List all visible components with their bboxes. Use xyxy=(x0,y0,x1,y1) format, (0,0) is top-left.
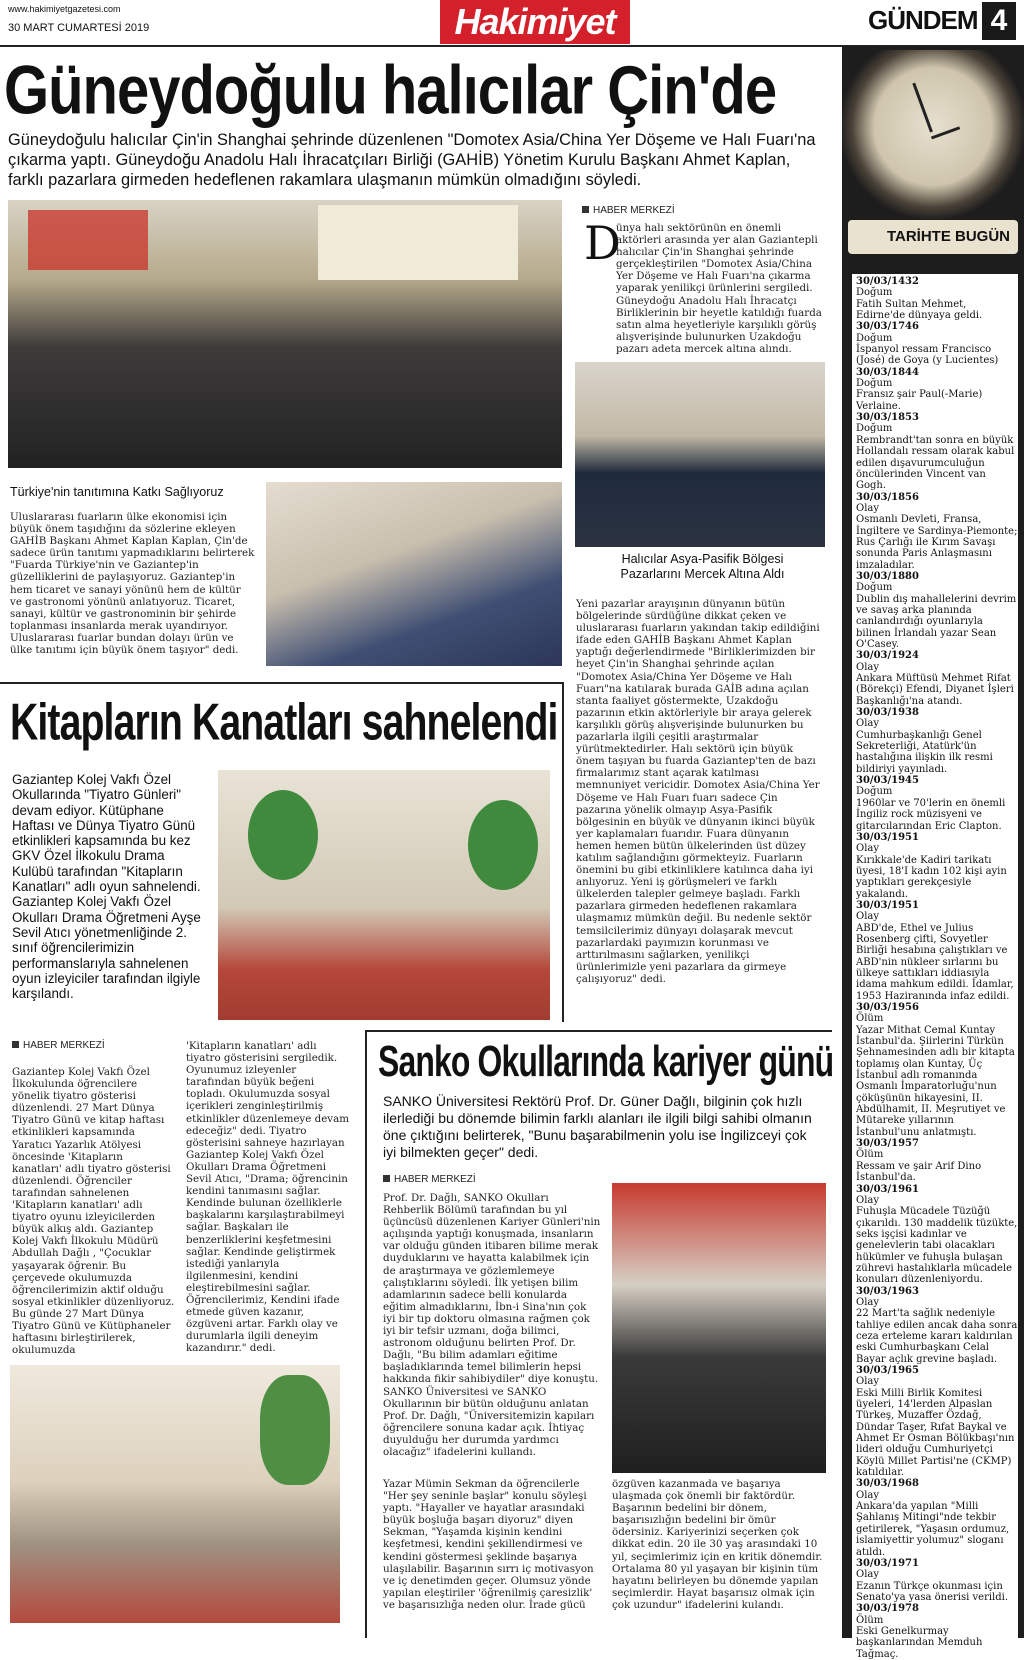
history-entry-type: Ölüm xyxy=(856,1013,884,1025)
history-entry-date: 30/03/1957 xyxy=(856,1138,919,1150)
history-entry xyxy=(856,1365,1018,1478)
logo-text: Hakimiyet xyxy=(454,1,616,42)
photo-carpet-rolls xyxy=(266,482,562,666)
sidebar-title-badge xyxy=(848,220,1018,254)
history-entry xyxy=(856,1286,1018,1365)
history-entry-type: Olay xyxy=(856,1569,880,1581)
history-entry xyxy=(856,650,1018,707)
article2-headline: Kitapların Kanatları sahnelendi xyxy=(10,693,558,752)
history-entry-type: Doğum xyxy=(856,378,893,390)
history-entry-date: 30/03/1968 xyxy=(856,1478,919,1490)
history-entry-date: 30/03/1951 xyxy=(856,899,919,911)
history-entry-type: Ölüm xyxy=(856,1614,884,1626)
history-entry-date: 30/03/1963 xyxy=(856,1285,919,1297)
history-entry-type: Olay xyxy=(856,1489,880,1501)
article2-col2: 'Kitapların kanatları' adlı tiyatro gösterisini sergiledik. Oyunumuz izleyenler tarafından büyük beğeni topladı. Okulumuzda sosyal içerikleri zenginleştirilmiş etkinlikler düzenlemeye devam edeceğiz" dedi. Tiyatro gösterisini sahneye hazırlayan Gaziantep Kolej Vakfı Özel Okulları Drama Öğretmeni Sevil Atıcı, "Drama; öğrencinin kendini tanımasını sağlar. Kendinde bulunan özelliklerle başkalarını karşılaştırabilmeyi sağlar. Başkaları ile benzerliklerini keşfetmesini sağlar. Kendinde geliştirmek istediği yanlarıyla ilgilenmesini, kendini eleştirebilmesini sağlar. Öğrencilerimiz, Kendini ifade etmede güven kazanır, özgüveni artar. Farklı olay ve durumlarla ilgili deneyim kazandırır." dedi. xyxy=(186,1040,350,1355)
photo-delegation xyxy=(8,200,562,468)
article3-col1b: Yazar Mümin Sekman da öğrencilerle "Her şey seninle başlar" konulu söyleşi yaptı. "Hayaller ve hayatlar arasındaki büyük boşluğa başarı diyoruz" diyen Sekman, "Yaşamda kişinin kendini keşfetmesi, kendini şekillendirmesi ve kendini göstermesi şeklinde başarıya ulaşılabilir. Başarının sırrı iç motivasyon ve iç denetimden geçer. Olumsuz yönde yapılan eleştiriler 'öğrenilmiş çaresizlik' ve başarısızlığa neden olur. İrade gücü xyxy=(383,1478,594,1611)
history-entry-text: Eski Milli Birlik Komitesi üyeleri, 14'lerden Alpaslan Türkeş, Muzaffer Özdağ, Dündar Taşer, Rıfat Baykal ve Ahmet Er Osman Bölükbaşı'nın lideri olduğu Cumhuriyetçi Köylü Millet Partisi'ne (CKMP) katıldılar. xyxy=(856,1387,1015,1479)
article1-intro: ünya halı sektörünün en önemli aktörleri arasında yer alan Gaziantepli halıcılar Çin'in Shanghai şehrinde gerçekleştirilen "Domotex Asia/China Yer Döşeme ve Halı Fuarı'na çıkarma yaparak yenilikçi ürünlerini sergiledi. Güneydoğu Anadolu Halı İhracatçı Birliklerinin bir heyetle katıldığı fuarda satın alma heyetleriyle karşılıklı görüş alışverişinde bulunurken Uzakdoğu pazarı adeta mercek altına alındı. xyxy=(616,222,822,355)
article1-byline xyxy=(582,205,675,216)
article3-col1: Prof. Dr. Dağlı, SANKO Okulları Rehberlik Bölümü tarafından bu yıl üçüncüsü düzenlenen Kariyer Günleri'nin açılışında yaptığı konuşmada, insanların var olduğu günden itibaren bilime merak duyduklarını ve hayatta kalabilmek için de araştırmaya ve gözlemlemeye çalıştıklarını söyledi. İlk yetişen bilim adamlarının sadece belli konularda eğitim almadıklarını, İbn-i Sina'nın çok iyi bir tıp doktoru olmasına rağmen çok iyi bir tefsir uzmanı, doğa bilimci, astronom olduğunu belirten Prof. Dr. Dağlı, "Bu bilim adamları eğitime başladıklarında temel bilimlerin hepsi hakkında fikir sahibiydiler" diye konuştu. SANKO Üniversitesi ve SANKO Okullarının bir bütün olduğunu anlatan Prof. Dr. Dağlı, "Üniversitemizin kapıları öğrencilere sonuna kadar açık. İhtiyaç duyulduğu her durumda yardımcı olacağız" ifadelerini kullandı. xyxy=(383,1192,601,1458)
article1-body1 xyxy=(10,511,255,656)
history-entry xyxy=(856,571,1018,650)
history-entry-text: Ezanın Türkçe okunması için Senato'ya yasa önerisi verildi. xyxy=(856,1580,1009,1603)
history-entry xyxy=(856,1478,1018,1557)
page-number-badge xyxy=(982,2,1016,40)
history-entry-text: 1960lar ve 70'lerin en önemli İngiliz rock müzisyeni ve gitarcılarından Eric Clapton. xyxy=(856,797,1006,832)
history-entry-type: Doğum xyxy=(856,332,893,344)
history-entry-type: Olay xyxy=(856,718,880,730)
article1-byline-text: HABER MERKEZİ xyxy=(593,205,675,216)
history-entry xyxy=(856,412,1018,491)
history-entry-type: Olay xyxy=(856,843,880,855)
history-entry-text: Rembrandt'tan sonra en büyük Hollandalı ressam olarak kabul edilen dışavurumculuğun öncülerinden Vincent van Gogh. xyxy=(856,434,1015,492)
history-entry-date: 30/03/1880 xyxy=(856,570,919,582)
article1-lead: Güneydoğulu halıcılar Çin'in Shanghai şehrinde düzenlenen "Domotex Asia/China Yer Döşeme ve Halı Fuarı'na çıkarma yaptı. Güneydoğu Anadolu Halı İhracatçıları Birliği (GAHİB) Yönetim Kurulu Başkanı Ahmet Kaplan, farklı pazarlara girmeden hedeflenen rakamlara ulaşmanın mümkün olmadığını söyledi. xyxy=(8,131,816,189)
history-entry-date: 30/03/1971 xyxy=(856,1557,919,1569)
article3-frame-top xyxy=(365,1030,832,1032)
page-number: 4 xyxy=(990,4,1008,37)
history-entry-text: Fransız şair Paul(-Marie) Verlaine. xyxy=(856,389,983,412)
history-entry xyxy=(856,1184,1018,1286)
history-entry-text: ABD'de, Ethel ve Julius Rosenberg çifti, Sovyetler Birliği hesabına çalıştıkları ve ABD'nin nükleer sırlarını bu ülkeye sattıkları iddiasıyla idama mahkum edildi. İdamlar, 1953 Haziranında infaz edildi. xyxy=(856,922,1014,1002)
history-entry xyxy=(856,707,1018,775)
history-entry-text: Ankara Müftüsü Mehmet Rifat (Börekçi) Efendi, Diyanet İşleri Başkanlığı'na atandı. xyxy=(856,673,1014,707)
history-entry-text: Fatih Sultan Mehmet, Edirne'de dünyaya geldi. xyxy=(856,298,983,322)
history-entry-date: 30/03/1938 xyxy=(856,707,919,719)
history-entry xyxy=(856,276,1018,321)
history-entry xyxy=(856,1603,1018,1660)
history-entry-text: İspanyol ressam Francisco (José) de Goya (y Lucientes) xyxy=(856,344,999,367)
photo-theatre-group xyxy=(10,1365,340,1623)
article3-lead: SANKO Üniversitesi Rektörü Prof. Dr. Güner Dağlı, bilginin çok hızlı ilerlediği bu dönemde bilimin farklı alanları ile ilgili bilgi sahibi olmanın öne çıktığını belirterek, "Bunu başarabilmenin yolu ise İngilizceyi çok iyi bilmekten geçer" dedi. xyxy=(383,1093,812,1160)
article2-frame-right xyxy=(562,682,564,1022)
article1-dropcap: D xyxy=(584,216,621,270)
article1-body2: Yeni pazarlar arayışının dünyanın bütün bölgelerinde sürdüğüne dikkat çeken ve uluslararası fuarların yakından takip edildiğini ifade eden GAHİB Başkanı Ahmet Kaplan yaptığı değerlendirmede "Birliklerimizden bir heyet Çin'in Shanghai şehrinde açılan "Domotex Asia/China Yer Döşeme ve Halı Fuarı"na katılarak burada GAİB adına açılan stanta faaliyet göstermekte, Uzakdoğu pazarının etkin aktörleriyle bir araya gelerek karşılıklı görüş alışverişinde bulunurken bu pazarlarla ilgili çeşitli araştırmalar yürütmektedirler. Halı sektörü için büyük önem taşıyan bu fuarda Gaziantep'ten de bazı firmalarımız stant açarak katılması memnuniyet vericidir. Domotex Asia/China Yer Döşeme ve Halı Fuarı fuarı sadece Çin pazarına yönelik olmayıp Asya-Pasifik bölgesinin en büyük ve dünyanın ikinci büyük yer kaplamaları fuarıdır. Fuara dünyanın hemen hemen bütün ülkelerinden üst düzey katılım sağlandığını görmekteyiz. Fuarların önemini bu gibi etkinliklere katılınca daha iyi anlıyoruz. Yeni iş görüşmeleri ve farklı ülkelerden talepler gelmeye başladı. Farklı pazarlara girmeden hedeflenen rakamlara ulaşmamız mümkün değil. Bu nedenle sektör temsilcilerimiz dünyayı dolaşarak mevcut pazarlardaki payımızın korunması ve arttırılmasını sağlarken, yenilikçi ürünlerimizle yeni pazarlara da girmeye çalışıyoruz" dedi. xyxy=(576,598,820,985)
article2-byline-text: HABER MERKEZİ xyxy=(23,1040,105,1051)
history-entry-date: 30/03/1945 xyxy=(856,775,919,787)
history-entry-type: Ölüm xyxy=(856,1149,884,1161)
history-entry-text: Dublin dış mahallelerini devrim ve savaş arka planında canlandırdığı oyunlarıyla bilinen İrlandalı yazar Sean O'Casey. xyxy=(856,593,1017,650)
history-entry-text: Osmanlı Devleti, Fransa, İngiltere ve Sardinya-Piemonte; Rus Çarlığı ile Kırım Savaşı sonunda Paris Anlaşmasını imzaladılar. xyxy=(856,514,1018,571)
article1-headline: Güneydoğulu halıcılar Çin'de xyxy=(4,52,777,130)
history-entry xyxy=(856,1558,1018,1603)
history-entry-date: 30/03/1856 xyxy=(856,491,919,503)
history-entry-date: 30/03/1956 xyxy=(856,1002,919,1013)
history-entry xyxy=(856,775,1018,832)
history-entry-date: 30/03/1844 xyxy=(856,366,919,378)
history-entry-date: 30/03/1746 xyxy=(856,321,919,333)
history-entry-type: Doğum xyxy=(856,423,893,435)
article1-subhead: Türkiye'nin tanıtımına Katkı Sağlıyoruz xyxy=(10,485,224,499)
photo-theatre-stage xyxy=(218,770,550,1020)
history-entry-type: Doğum xyxy=(856,287,893,299)
history-entry-date: 30/03/1924 xyxy=(856,650,919,662)
history-entry xyxy=(856,492,1018,571)
website-url[interactable]: www.hakimiyetgazetesi.com xyxy=(8,4,121,14)
issue-date: 30 MART CUMARTESİ 2019 xyxy=(8,22,150,34)
history-entry-text: Cumhurbaşkanlığı Genel Sekreterliği, Atatürk'ün hastalığına ilişkin ilk resmi bildiriyi yayınladı. xyxy=(856,729,993,775)
article2-lead: Gaziantep Kolej Vakfı Özel Okullarında "Tiyatro Günleri" devam ediyor. Kütüphane Haftası ve Dünya Tiyatro Günü etkinlikleri kapsamında bu kez GKV Özel İlkokulu Drama Kulübü tarafından "Kitapların Kanatları" adlı oyun sahnelendi. Gaziantep Kolej Vakfı Özel Okulları Drama Öğretmeni Ayşe Sevil Atıcı yönetmenliğinde 2. sınıf öğrencilerimizin performanslarıyla sahnelenen oyun izleyiciler tarafından ilgiyle karşılandı. xyxy=(12,772,201,1002)
sidebar-entries xyxy=(852,274,1018,1660)
article2-col1: Gaziantep Kolej Vakfı Özel İlkokulunda öğrencilere yönelik tiyatro gösterisi düzenlendi. 27 Mart Dünya Tiyatro Günü ve kitap haftası etkinlikleri kapsamında Yaratıcı Yazarlık Atölyesi öncesinde 'Kitapların kanatları' adlı tiyatro gösterisi düzenlendi. Öğrenciler tarafından sahnelenen 'Kitapların kanatları' adlı tiyatro oyunu izleyicilerden büyük alkış aldı. Gaziantep Kolej Vakfı İlkokulu Müdürü Abdullah Dağlı , "Çocuklar yaşayarak öğrenir. Bu çerçevede okulumuzda öğrencilerimizin aktif olduğu sosyal etkinlikler düzenliyoruz. Bu günde 27 Mart Dünya Tiyatro Günü ve Kütüphaneler haftasını birleştirilerek, okulumuzda xyxy=(12,1066,175,1357)
history-entry-date: 30/03/1853 xyxy=(856,412,919,424)
history-entry-date: 30/03/1978 xyxy=(856,1603,919,1615)
history-entry xyxy=(856,1138,1018,1183)
history-entry-type: Olay xyxy=(856,1376,880,1388)
article2-byline xyxy=(12,1040,105,1051)
history-entry xyxy=(856,900,1018,1002)
article3-col2: özgüven kazanmada ve başarıya ulaşmada çok önemli bir faktördür. Başarının bedelini bir dönem, başarısızlığın bedelini bir ömür ödersiniz. Kariyerinizi seçerken çok dikkat edin. 20 ile 30 yaş arasındaki 10 yıl, seçimlerimiz için en kritik dönemdir. Ortalama 80 yıl yaşayan bir kişinin tüm hayatını belirleyen bu dönemde yapılan seçimlerdir. Hayat başarısız olmak için çok uzundur" ifadelerini kulandı. xyxy=(612,1478,823,1611)
history-entry-type: Olay xyxy=(856,1194,880,1206)
article2-frame xyxy=(0,682,564,684)
history-entry-text: Eski Genelkurmay başkanlarından Memduh Tağmaç. xyxy=(856,1625,983,1660)
history-entry-text: Ressam ve şair Arif Dino İstanbul'da. xyxy=(856,1160,982,1184)
history-entry-text: Ankara'da yapılan "Milli Şahlanış Mitingi"nde tekbir getirilerek, "Yaşasın ordumuz, islamiyettir yolumuz" sloganı atıldı. xyxy=(856,1501,1010,1558)
article1-body1-text: Uluslararası fuarların ülke ekonomisi için büyük önem taşıdığını da sözlerine ekleyen GAHİB Başkanı Ahmet Kaplan Kaplan, Çin'de sadece ürün tanıtımı yapmadıklarını belirterek "Fuarda Türkiye'nin ve Gaziantep'in güzelliklerini de paylaşıyoruz. Gaziantep'in hem ticaret ve sanayi yönünü hem de kültür ve gastronomi yönünü anlatıyoruz. Ticaret, sanayi, kültür ve gastronominin bir şehirde toplanması insanlarda merak uyandırıyor. Uluslararası fuarlar bundan dolayı ürün ve ülke tanıtımı için büyük önem taşıyor" dedi. xyxy=(10,511,255,657)
history-entry xyxy=(856,1002,1018,1138)
section-label: GÜNDEM xyxy=(868,5,978,35)
history-entry-date: 30/03/1951 xyxy=(856,831,919,843)
history-entry-date: 30/03/1961 xyxy=(856,1183,919,1195)
history-entry-date: 30/03/1432 xyxy=(856,276,919,287)
article3-headline: Sanko Okullarında kariyer günü xyxy=(378,1038,834,1087)
article3-byline-text: HABER MERKEZİ xyxy=(394,1174,476,1185)
history-entry-type: Doğum xyxy=(856,786,893,798)
history-entry-text: Fuhuşla Mücadele Tüzüğü çıkarıldı. 130 maddelik tüzükte, seks işçisi kadınlar ve genelevlerin tabi olacakları hükümler ve fuhuşla bulaşan zührevi hastalıklarla mücadele konuları düzenleniyordu. xyxy=(856,1206,1018,1286)
clock-illustration xyxy=(842,50,1024,220)
sidebar-title: TARİHTE BUGÜN xyxy=(886,228,1010,245)
photo-kaplan xyxy=(575,362,825,547)
history-entry-text: 22 Mart'ta sağlık nedeniyle tahliye edilen ancak daha sonra ceza erteleme kararı kaldırılan eski Cumhurbaşkanı Celal Bayar açlık grevine başladı. xyxy=(856,1308,1018,1365)
article3-frame-left xyxy=(365,1030,367,1638)
history-entry-type: Doğum xyxy=(856,582,893,594)
photo-career-day xyxy=(612,1183,826,1473)
photo-kaplan-caption: Halıcılar Asya-Pasifik Bölgesi Pazarlarını Mercek Altına Aldı xyxy=(620,552,785,581)
history-entry xyxy=(856,321,1018,366)
history-entry-text: Kırıkkale'de Kadiri tarikatı üyesi, 18'I kadın 102 kişi ayin yaptıkları gerekçesiyle yakalandı. xyxy=(856,854,1007,900)
history-entry xyxy=(856,367,1018,412)
article3-byline xyxy=(383,1174,476,1185)
masthead-logo[interactable] xyxy=(440,0,630,44)
history-entry-text: Yazar Mithat Cemal Kuntay İstanbul'da. Şiirlerini Türkün Şehnamesinden adlı bir kitapta toplamış olan Kuntay, Üç İstanbul adlı romanında Osmanlı İmparatorluğu'nun çöküşünün hikayesini, II. Abdülhamit, II. Meşrutiyet ve Mütareke yıllarının İstanbul'unu anlatmıştı. xyxy=(856,1024,1015,1138)
history-entry-type: Olay xyxy=(856,502,880,514)
history-entry-type: Olay xyxy=(856,911,880,923)
history-entry-type: Olay xyxy=(856,661,880,673)
history-entry xyxy=(856,832,1018,900)
history-entry-type: Olay xyxy=(856,1296,880,1308)
history-entry-date: 30/03/1965 xyxy=(856,1365,919,1376)
